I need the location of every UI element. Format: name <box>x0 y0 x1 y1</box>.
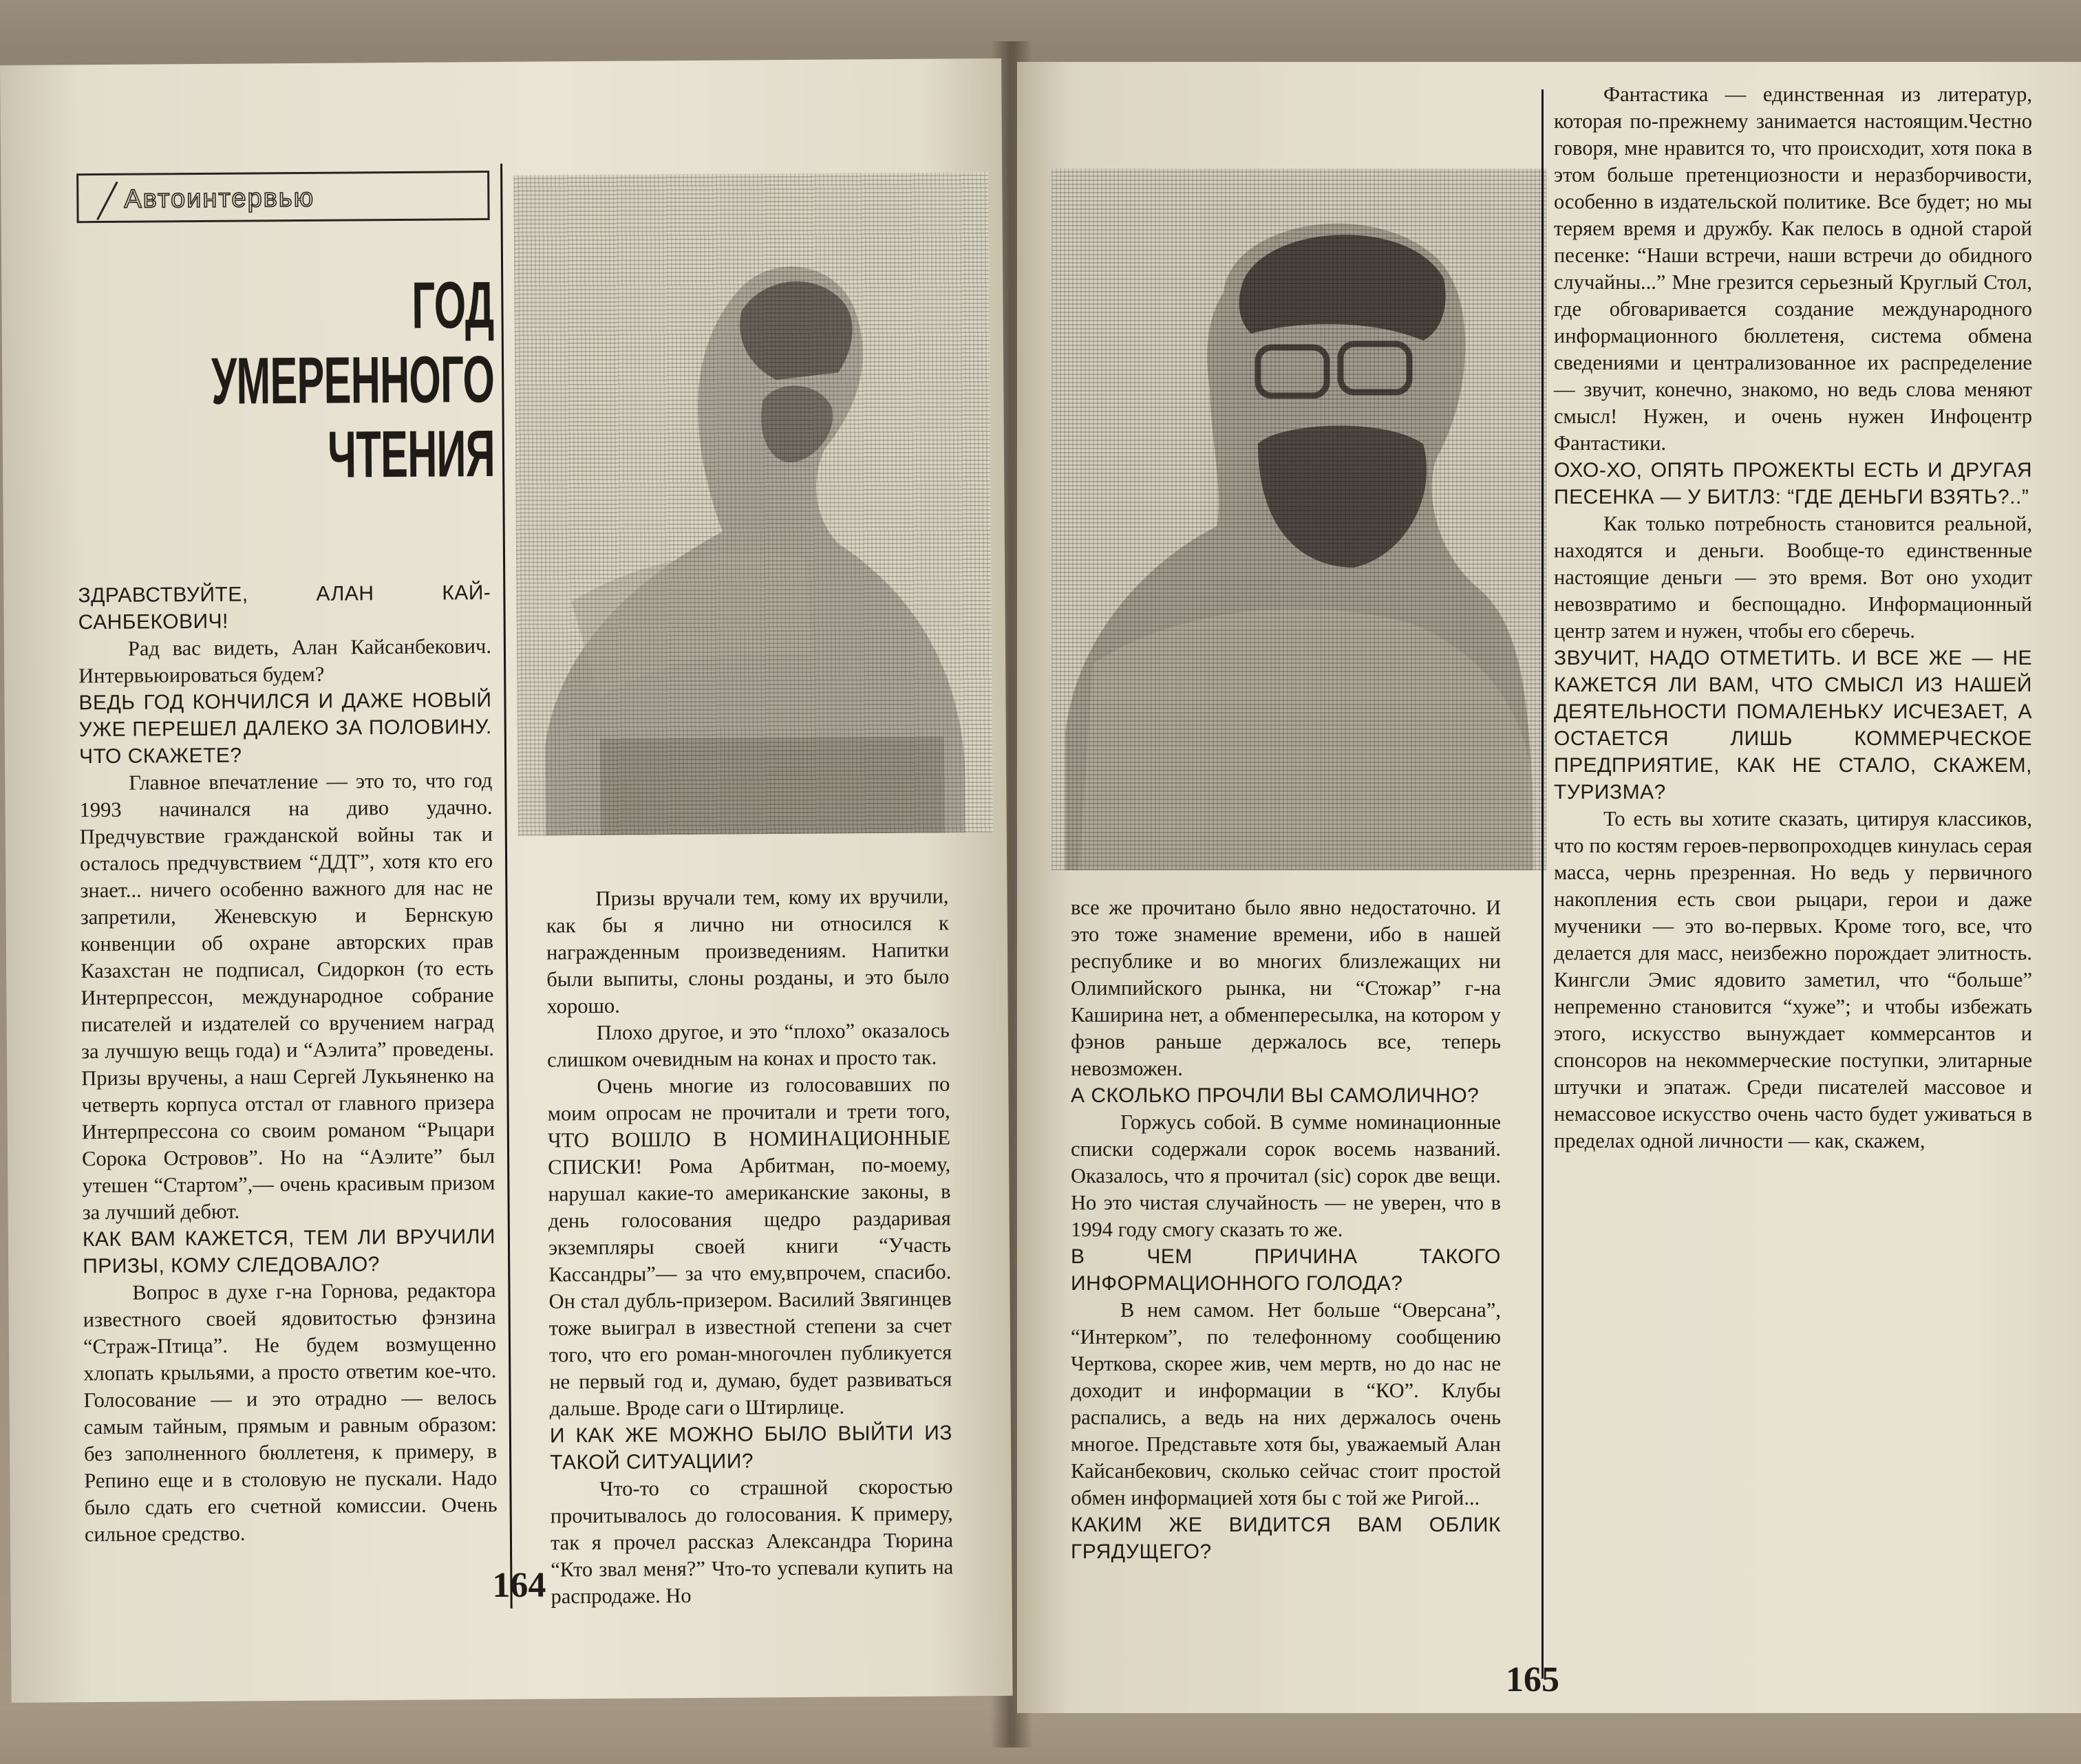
interview-question: КАК ВАМ КАЖЕТСЯ, ТЕМ ЛИ ВРУЧИЛИ ПРИЗЫ, КОМУ СЛЕДОВАЛО? <box>82 1225 496 1278</box>
rubric-badge <box>76 171 489 223</box>
title-line: УМЕРЕННОГО <box>211 342 495 418</box>
page-165 <box>1017 62 2081 1713</box>
text-column-2 <box>546 883 953 1610</box>
page-number-left: 164 <box>492 1565 546 1606</box>
interview-question: ВЕДЬ ГОД КОНЧИЛСЯ И ДАЖЕ НОВЫЙ УЖЕ ПЕРЕШЕЛ ДАЛЕКО ЗА ПОЛОВИНУ. ЧТО СКАЖЕТЕ? <box>78 689 492 768</box>
text-column-1 <box>78 579 498 1548</box>
interview-answer: Вопрос в духе г-на Горнова, редактора известного своей ядовитостью фэнзина “Страж-Птица”. Не будем возмущенно хлопать крыльями, а просто ответим кое-что. Голосование — и это отрадно — велось самым тайным, прямым и равным образом: без заполненного бюллетеня, к примеру, в Репино еще и в столовую не пускали. Надо было сдать его счетной комиссии. Очень сильное средство. <box>83 1278 498 1547</box>
interview-question: ЗДРАВСТВУЙТЕ, АЛАН КАЙ-САНБЕКОВИЧ! <box>78 581 491 634</box>
column-rule <box>500 164 513 1609</box>
interview-question: А СКОЛЬКО ПРОЧЛИ ВЫ САМОЛИЧНО? <box>1071 1084 1480 1107</box>
text-column-4 <box>1554 81 2032 1154</box>
interview-answer: Горжусь собой. В сумме номинационные списки содержали сорок восемь названий. Оказалось, что я прочитал (sic) сорок две вещи. Но это чистая случайность — не уверен, что в 1994 году смогу сказать то же. <box>1071 1110 1501 1241</box>
interview-question: ЗВУЧИТ, НАДО ОТМЕТИТЬ. И ВСЕ ЖЕ — НЕ КАЖЕТСЯ ЛИ ВАМ, ЧТО СМЫСЛ ИЗ НАШЕЙ ДЕЯТЕЛЬНОСТИ ПОМАЛЕНЬКУ ИСЧЕЗАЕТ, А ОСТАЕТСЯ ЛИШЬ КОММЕРЧЕСКОЕ ПРЕДПРИЯТИЕ, КАК НЕ СТАЛО, СКАЖЕМ, ТУРИЗМА? <box>1554 647 2032 804</box>
halftone-overlay <box>1052 169 1547 870</box>
title-line: ГОД <box>412 268 494 343</box>
text-column-3 <box>1071 894 1501 1565</box>
rubric-text: Автоинтервью <box>124 183 315 214</box>
interview-answer: То есть вы хотите сказать, цитируя классиков, что по костям героев-первопроходцев кинулась серая масса, чернь презренная. Но ведь у первичного накопления есть свои рыцари, герои и даже мученики — это во-первых. Кроме того, все, что делается для масс, неизбежно порождает элитность. Кингсли Эмис ядовито заметил, что “больше” непременно становится “хуже”; и чтобы избежать этого, искусство вынуждает коммерсантов и спонсоров на некоммерческие поступки, элитарные штучки и эпатаж. Среди писателей массовое и немассовое искусство очень часто будет уживаться в пределах одной личности — как, скажем, <box>1554 807 2032 1152</box>
interview-answer: Плохо другое, и это “плохо” оказалось слишком очевидным на конах и просто так. <box>546 1018 950 1072</box>
interview-question: И КАК ЖЕ МОЖНО БЫЛО ВЫЙТИ ИЗ ТАКОЙ СИТУАЦИИ? <box>549 1421 953 1474</box>
author-photo-halftone <box>1052 169 1547 870</box>
column-rule <box>1541 89 1544 1679</box>
halftone-overlay <box>513 172 993 836</box>
interview-question: В ЧЕМ ПРИЧИНА ТАКОГО ИНФОРМАЦИОННОГО ГОЛОДА? <box>1071 1245 1501 1295</box>
interview-answer: Призы вручали тем, кому их вручили, как бы я лично ни относился к награжденным произведениям. Напитки были выпиты, слоны розданы, и это было хорошо. <box>546 884 950 1018</box>
interview-answer: Фантастика — единственная из литератур, которая по-прежнему занимается настоящим.Честно говоря, мне нравится то, что происходит, хотя пока в этом больше претенциозности и неразборчивости, особенно в издательской политике. Все будет; но мы теряем время и дружбу. Как пелось в одной старой песенке: “Наши встречи, наши встречи до обидного случайны...” Мне грезится серьезный Круглый Стол, где обговаривается создание международного информационного бюллетеня, система обмена сведениями и централизованное их распределение — звучит, конечно, знакомо, но ведь слова меняют смысл! Нужен, и очень нужен Инфоцентр Фантастики. <box>1554 83 2032 455</box>
article-title <box>211 268 495 493</box>
title-line: ЧТЕНИЯ <box>327 416 495 492</box>
interview-answer: Очень многие из голосовавших по моим опросам не прочитали и трети того, ЧТО ВОШЛО В НОМИНАЦИОННЫЕ СПИСКИ! Рома Арбитман, по-моему, нарушал какие-то американские законы, в день голосования щедро раздаривая экземпляры своей книги “Участь Кассандры”— за что ему,впрочем, спасибо. Он стал дубль-призером. Василий Звягинцев тоже выиграл в известной степени за счет того, что его роман-многочлен публикуется не первый год и, думаю, будет развиваться дальше. Вроде саги о Штирлице. <box>547 1072 952 1421</box>
interview-answer: все же прочитано было явно недостаточно. И это тоже знамение времени, ибо в нашей республике и во многих близлежащих ни Олимпийского рынка, ни “Стожар” г-на Каширина нет, а обменпересылка, на котором у фэнов раньше держалось все, теперь невозможен. <box>1071 896 1501 1080</box>
interview-answer: В нем самом. Нет больше “Оверсана”, “Интерком”, по телефонному сообщению Черткова, скорее жив, чем мертв, но до нас не доходит и информации в “КО”. Клубы распались, а ведь на них держалось очень многое. Представьте хотя бы, уважаемый Алан Кайсанбекович, сколько сейчас стоит простой обмен информацией хотя бы с той же Ригой... <box>1071 1298 1501 1509</box>
interview-answer: Как только потребность становится реальной, находятся и деньги. Вообще-то единственные настоящие деньги — это время. Вот оно уходит невозвратимо и беспощадно. Информационный центр затем и нужен, чтобы его сберечь. <box>1554 512 2032 643</box>
interview-question: ОХО-ХО, ОПЯТЬ ПРОЖЕКТЫ ЕСТЬ И ДРУГАЯ ПЕСЕНКА — У БИТЛЗ: “ГДЕ ДЕНЬГИ ВЗЯТЬ?..” <box>1554 459 2032 508</box>
rubric-slash <box>96 182 118 220</box>
interview-question: КАКИМ ЖЕ ВИДИТСЯ ВАМ ОБЛИК ГРЯДУЩЕГО? <box>1071 1514 1501 1563</box>
page-164 <box>0 58 1013 1703</box>
interview-answer: Главное впечатление — это то, что год 1993 начинался на диво удачно. Предчувствие гражданской войны так и осталось предчувствием “ДДТ”, хотя кто его знает... ничего особенно важного для нас не запретили, Женевскую и Бернскую конвенции об охране авторских прав Казахстан не подписал, Сидоркон (то есть Интерпрессон, международное собрание писателей и издателей со вручением наград за лучшую вещь года) и “Аэлита” проведены. Призы вручены, а наш Сергей Лукьяненко на четверть корпуса отстал от главного призера Интерпрессона со своим романом “Рыцари Сорока Островов”. Но на “Аэлите” был утешен “Стартом”,— очень красивым призом за лучший дебют. <box>79 768 495 1225</box>
author-photo-sketch <box>513 172 993 836</box>
page-number-right: 165 <box>1506 1660 1559 1699</box>
interview-answer: Рад вас видеть, Алан Кайсанбекович. Интервьюироваться будем? <box>78 634 492 688</box>
interview-answer: Что-то со страшной скоростью прочитывалось до голосования. К примеру, так я прочел рассказ Александра Тюрина “Кто звал меня?” Что-то успевали купить на распродаже. Но <box>550 1474 954 1609</box>
